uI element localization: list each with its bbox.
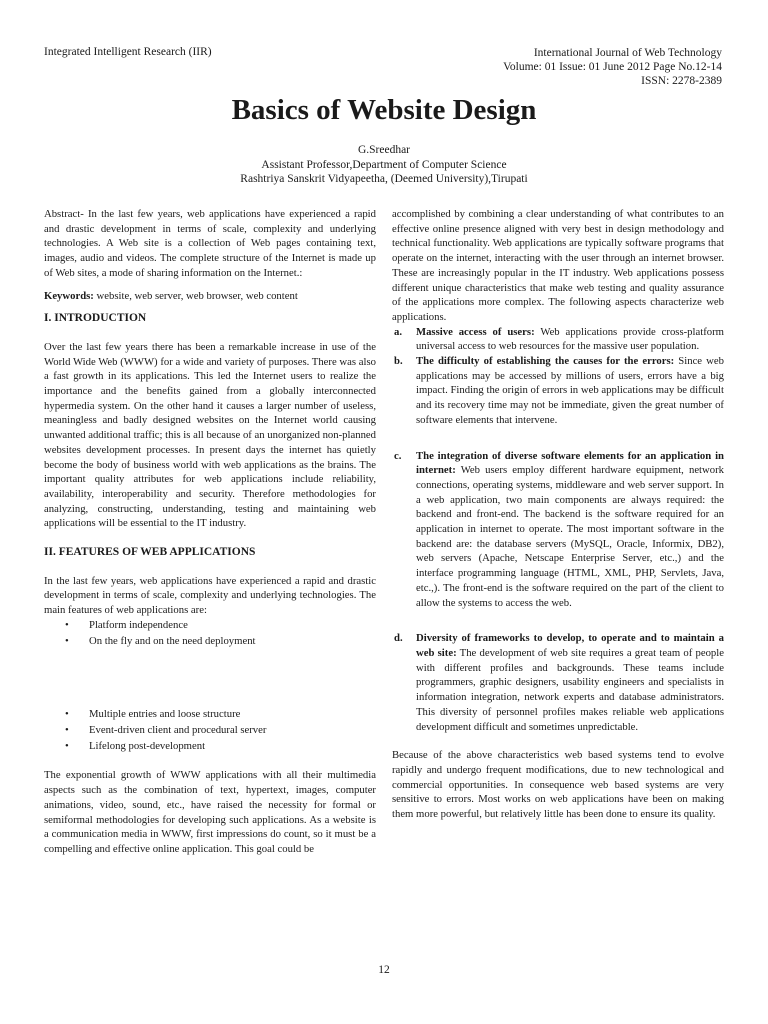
paper-title: Basics of Website Design [231, 94, 537, 126]
journal-publisher: Integrated Intelligent Research (IIR) [44, 46, 212, 58]
list-item [392, 631, 724, 734]
features-text: In the last few years, web applications have experienced a rapid and drastic development in terms of scale, complexity and underlying technologies. The main features of web applications are: [44, 574, 376, 617]
closing-text-right: Because of the above characteristics web based systems tend to evolve rapidly and undergo frequent modifications, due to new technological and commercial opportunities. In consequence web based systems are very sensitive to errors. Most works on web applications have been on making them more powerful, but relatively little has been done to ensure its quality. [392, 749, 724, 821]
item-letter: c. [394, 449, 402, 462]
section-heading-features: II. FEATURES OF WEB APPLICATIONS [44, 546, 256, 559]
item-text: The development of web site requires a great team of people with different profiles and backgrounds. These teams include programmers, graphic designers, usability engineers and specialists in information integration, network experts and database administrators. This diversity of personnel profiles makes reliable web applications development difficult and sometimes unpredictable. [416, 646, 724, 733]
item-text: Web users employ different hardware equipment, network connections, operating systems, middleware and web server support. In a web application, two main components are always required: the backend and front-end. The backend is the software required for an application in internet to operate. The most important software in the backend are: the database servers (MySQL, Oracle, Informix, DB2), web servers (Apache, Netscape Enterprise Server, etc.,) and the interface programming language (HTML, XML, PHP, Servlets, Java, etc.,). The front-end is the software required on the part of the client to allow the systems to access the web. [416, 464, 724, 609]
list-item: • Multiple entries and loose structure [89, 707, 376, 722]
journal-volume: Volume: 01 Issue: 01 June 2012 Page No.12-14 [503, 61, 722, 73]
journal-name: International Journal of Web Technology [533, 47, 722, 59]
keywords [44, 289, 376, 304]
feature-list-1 [44, 618, 376, 648]
page-number: 12 [378, 964, 390, 976]
feature-list-2 [44, 707, 376, 753]
item-heading: The difficulty of establishing the causes for the errors: [416, 355, 675, 368]
section-heading-introduction: I. INTRODUCTION [44, 312, 147, 325]
characteristics-list [392, 325, 724, 735]
introduction-text: Over the last few years there has been a remarkable increase in use of the World Wide Web (WWW) for a wide and variety of purposes. There was also a fast growth in its applications. This led the Internet users to realize the importance and the benefits gained from a globally interconnected hypermedia system. On the other hand it causes a larger number of useless, meaningless and badly designed websites on the Internet world causing unwanted additional traffic; this is all because of an unorganized non-planned websites development processes. In present days the internet has quietly become the body of business world with web applications as the brains. The important quality attributes for web applications include reliability, availability, interoperability and security. Therefore methodologies for analyzing, constructing, understanding, testing and maintaining web applications will be essential to the IT industry. [44, 340, 377, 530]
list-item [392, 354, 724, 428]
author-name: G.Sreedhar [357, 144, 411, 156]
list-item: • Event-driven client and procedural server [89, 723, 376, 738]
list-item: • On the fly and on the need deployment [89, 634, 376, 649]
item-letter: b. [394, 355, 403, 368]
item-letter: d. [394, 632, 403, 645]
right-column [392, 207, 724, 822]
list-item [392, 325, 724, 354]
continuation-text: accomplished by combining a clear understanding of what contributes to an effective online presence aligned with very best in design methodology and technical functionality. Web applications are typically software programs that operate on the internet, interacting with the user through an internet browser. These are increasingly popular in the IT industry. Web applications possess different unique characteristics that make web testing and quality assurance of the applications more complex. The following aspects characterize web applications. [392, 208, 724, 323]
list-item: • Lifelong post-development [89, 739, 376, 754]
item-heading: Diversity of frameworks to develop, to operate and to maintain a web site: [416, 632, 724, 659]
abstract: Abstract- In the last few years, web applications have experienced a rapid and drastic development in terms of scale, complexity and underlying technologies. A Web site is a collection of Web pages containing text, images, audio and videos. The complete structure of the Internet is made up of Web sites, a mode of sharing information on the Internet.: [44, 208, 376, 279]
left-column [44, 207, 376, 857]
author-affiliation-1: Assistant Professor,Department of Computer Science [261, 158, 507, 171]
list-item [392, 449, 724, 611]
item-heading: The integration of diverse software elements for an application in internet: [416, 449, 724, 477]
author-block [0, 143, 768, 187]
item-letter: a. [394, 325, 403, 338]
journal-issn: ISSN: 2278-2389 [641, 75, 722, 87]
closing-text-left: The exponential growth of WWW applications with all their multimedia aspects such as the combination of text, hypertext, images, computer animations, video, sound, etc., have raised the necessity for formal or semiformal methodologies for developing such applications. As a website is a communication media in WWW, first impressions do count, so it must be a compelling and effective online application. This goal could be [44, 769, 376, 855]
item-text: Since web applications may be accessed by millions of users, errors have a big impact. Finding the origin of errors in web applications may be difficult and its recovery time may not be immediate, given the great number of software elements that intervene. [416, 355, 724, 426]
list-item: • Platform independence [89, 618, 376, 633]
keywords-label: Keywords: [44, 289, 94, 302]
journal-info [422, 46, 722, 88]
keywords-text: website, web server, web browser, web content [93, 289, 298, 302]
item-text: Web applications provide cross-platform universal access to web resources for the massive user population. [416, 325, 724, 353]
author-affiliation-2: Rashtriya Sanskrit Vidyapeetha, (Deemed University),Tirupati [240, 173, 528, 185]
item-heading: Massive access of users: [416, 325, 535, 338]
